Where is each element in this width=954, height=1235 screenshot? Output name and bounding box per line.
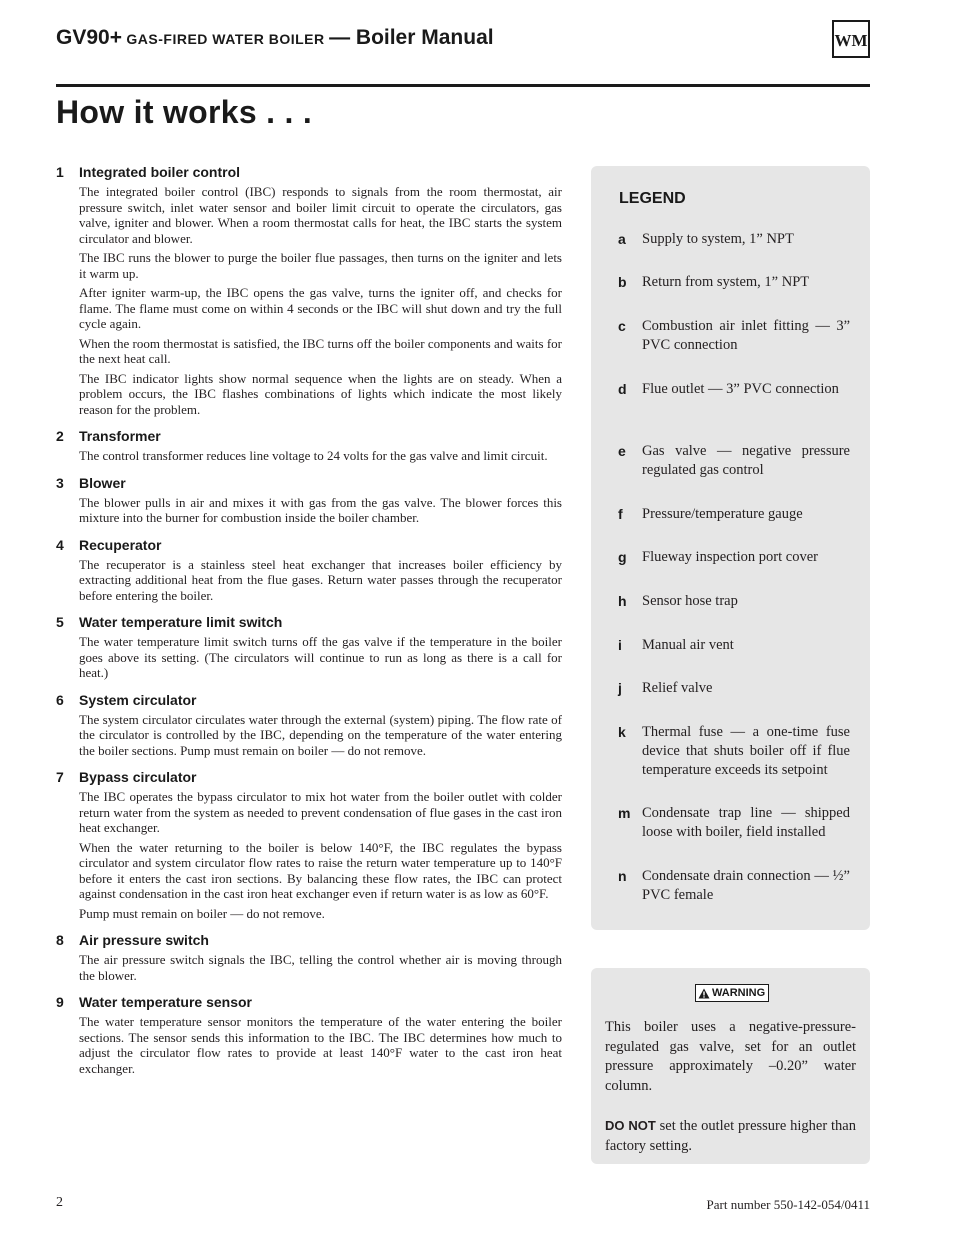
- legend-text: Condensate trap line — shipped loose with boiler, field installed: [642, 805, 850, 840]
- legend-item: [618, 442, 850, 480]
- legend-item: [618, 867, 850, 905]
- legend-text: Combustion air inlet fitting — 3” PVC connection: [642, 318, 850, 353]
- section-paragraph: The recuperator is a stainless steel heat exchanger that increases boiler efficiency by extracting additional heat from the flue gases. Return water passes through the recuperator before entering the boiler.: [79, 556, 562, 603]
- warning-box: [591, 968, 870, 1164]
- warning-badge-label: WARNING: [712, 987, 766, 999]
- section-number: 7: [56, 769, 64, 785]
- legend-title: LEGEND: [619, 190, 686, 207]
- legend-letter: a: [618, 231, 626, 247]
- warning-badge: [695, 984, 769, 1002]
- warning-triangle-icon: [698, 988, 710, 999]
- section-title: Blower: [79, 474, 126, 491]
- legend-letter: c: [618, 318, 626, 334]
- section: [56, 163, 562, 417]
- legend-item: [618, 317, 850, 355]
- section-paragraph: The system circulator circulates water through the external (system) piping. The flow rate of the circulator is controlled by the IBC, depending on the temperature of the water entering the boiler sections. Pump must remain on boiler — do not remove.: [79, 711, 562, 758]
- warning-text-do-not: [605, 1116, 856, 1156]
- legend-letter: j: [618, 680, 622, 696]
- legend-text: Thermal fuse — a one-time fuse device that shuts boiler off if flue temperature exceeds its setpoint: [642, 724, 850, 778]
- section-heading: [56, 427, 562, 445]
- legend-item: [618, 230, 850, 249]
- page-header: [56, 24, 870, 64]
- section-heading: [56, 536, 562, 554]
- section-heading: [56, 613, 562, 631]
- legend-text: Gas valve — negative pressure regulated gas control: [642, 443, 850, 478]
- legend-letter: i: [618, 637, 622, 653]
- legend-letter: d: [618, 381, 627, 397]
- legend-item: [618, 273, 850, 292]
- legend-item: [618, 380, 850, 399]
- legend-letter: h: [618, 593, 627, 609]
- section-title: Bypass circulator: [79, 769, 197, 785]
- legend-box: [591, 166, 870, 930]
- how-it-works-sections: [56, 163, 562, 1086]
- legend-item: [618, 723, 850, 780]
- legend-item: [618, 548, 850, 567]
- header-manual-label: — Boiler Manual: [329, 26, 494, 49]
- section: [56, 691, 562, 759]
- section-heading: [56, 691, 562, 709]
- legend-text: Supply to system, 1” NPT: [642, 231, 794, 247]
- section-number: 8: [56, 932, 64, 948]
- section-body: [79, 634, 562, 681]
- legend-letter: n: [618, 868, 627, 884]
- section-paragraph: The water temperature limit switch turns off the gas valve if the temperature in the boiler goes above its setting. (The circulators will continue to run as long as there is a call for heat.): [79, 634, 562, 680]
- legend-letter: m: [618, 805, 631, 821]
- section-paragraph: The blower pulls in air and mixes it with gas from the gas valve. The blower forces this mixture into the burner for combustion inside the boiler chamber.: [79, 494, 562, 525]
- logo-mark-icon: [834, 22, 868, 56]
- section-heading: [56, 993, 562, 1011]
- section-number: 2: [56, 428, 64, 444]
- section-heading: [56, 768, 562, 786]
- section-number: 3: [56, 474, 64, 491]
- section-paragraph: The air pressure switch signals the IBC, telling the control whether air is moving through the blower.: [79, 952, 562, 983]
- page-title: How it works . . .: [56, 94, 313, 130]
- legend-text: Pressure/temperature gauge: [642, 506, 803, 522]
- section-title: Transformer: [79, 428, 161, 444]
- section-title: Integrated boiler control: [79, 164, 241, 180]
- section: [56, 536, 562, 604]
- legend-text: Condensate drain connection — ½” PVC female: [642, 868, 850, 903]
- section: [56, 474, 562, 526]
- section-number: 9: [56, 994, 64, 1010]
- legend-letter: g: [618, 549, 627, 565]
- section-body: [79, 448, 562, 464]
- section: [56, 931, 562, 983]
- section-paragraph: When the room thermostat is satisfied, the IBC turns off the boiler components and waits for the next heat call.: [79, 335, 562, 366]
- legend-letter: b: [618, 274, 627, 290]
- section-body: [79, 495, 562, 526]
- section-body: [79, 712, 562, 759]
- section-body: [79, 952, 562, 983]
- warning-text: This boiler uses a negative-pressure-regulated gas valve, set for an outlet pressure approximately –0.20” water column.: [605, 1019, 856, 1094]
- section: [56, 993, 562, 1076]
- section-heading: [56, 163, 562, 181]
- section-paragraph: The control transformer reduces line voltage to 24 volts for the gas valve and limit circuit.: [79, 448, 548, 463]
- section-paragraph: When the water returning to the boiler is below 140°F, the IBC regulates the bypass circulator and system circulator flow rates to raise the return water temperature up to 140°F before it enters the cast iron sections. By balancing these flow rates, the IBC can protect against condensation in the cast iron heat exchanger even if return water is as low as 60°F.: [79, 839, 562, 901]
- section-paragraph: The IBC indicator lights show normal sequence when the lights are on steady. When a problem occurs, the IBC flashes combinations of lights which indicate the most likely reason for the problem.: [79, 370, 562, 417]
- section-number: 4: [56, 536, 64, 553]
- section-title: Water temperature limit switch: [79, 614, 283, 630]
- section-paragraph: The water temperature sensor monitors the temperature of the water entering the boiler sections. The sensor sends this information to the IBC. The IBC determines how much to adjust the circulator flow rates to provide at least 140°F water to the cast iron heat exchanger.: [79, 1014, 562, 1076]
- section-heading: [56, 474, 562, 492]
- legend-text: Manual air vent: [642, 637, 734, 653]
- legend-item: [618, 636, 850, 655]
- legend-letter: e: [618, 443, 626, 459]
- legend-item: [618, 804, 850, 842]
- do-not-label: DO NOT: [605, 1118, 656, 1133]
- header-title: [56, 26, 494, 50]
- section-body: [79, 557, 562, 604]
- section-heading: [56, 931, 562, 949]
- section-body: [79, 789, 562, 921]
- header-rule: [56, 84, 870, 87]
- section-number: 5: [56, 614, 64, 630]
- section-body: [79, 1014, 562, 1076]
- section-title: System circulator: [79, 691, 197, 708]
- legend-text: Return from system, 1” NPT: [642, 274, 810, 290]
- page-number: 2: [56, 1195, 63, 1210]
- section-paragraph: After igniter warm-up, the IBC opens the gas valve, turns the igniter off, and checks for flame. The flame must come on within 4 seconds or the IBC will shut down and try the full cycle again.: [79, 285, 562, 331]
- section-title: Air pressure switch: [79, 932, 209, 948]
- section-paragraph: Pump must remain on boiler — do not remove.: [79, 905, 325, 921]
- section-body: [79, 184, 562, 417]
- legend-text: Sensor hose trap: [642, 593, 738, 609]
- warning-text-rest: set the outlet pressure higher than factory setting.: [605, 1118, 856, 1154]
- svg-text:WM: WM: [834, 31, 868, 50]
- legend-letter: f: [618, 506, 623, 522]
- section-paragraph: The IBC operates the bypass circulator to mix hot water from the boiler outlet with colder return water from the system as needed to prevent condensation of flue gases in the cast iron heat exchanger.: [79, 789, 562, 835]
- part-number: Part number 550-142-054/0411: [706, 1197, 870, 1212]
- legend-text: Flueway inspection port cover: [642, 549, 818, 565]
- legend-text: Flue outlet — 3” PVC connection: [642, 381, 839, 397]
- section-title: Recuperator: [79, 536, 162, 553]
- section-number: 1: [56, 164, 64, 180]
- header-subtitle: GAS-FIRED WATER BOILER: [126, 31, 325, 47]
- section-title: Water temperature sensor: [79, 994, 252, 1010]
- header-model: GV90+: [56, 26, 122, 49]
- legend-item: [618, 592, 850, 611]
- section: [56, 768, 562, 921]
- legend-text: Relief valve: [642, 680, 713, 696]
- legend-item: [618, 679, 850, 698]
- legend-letter: k: [618, 724, 626, 740]
- section: [56, 427, 562, 464]
- section-number: 6: [56, 691, 64, 708]
- weil-mclain-logo: [832, 20, 870, 58]
- section: [56, 613, 562, 681]
- legend-item: [618, 505, 850, 524]
- section-paragraph: The integrated boiler control (IBC) responds to signals from the room thermostat, air pressure switch, inlet water sensor and boiler limit circuit to operate the circulators, gas valve, igniter and blower. When a room thermostat calls for heat, the IBC starts the system circulator and blower.: [79, 184, 562, 246]
- section-paragraph: The IBC runs the blower to purge the boiler flue passages, then turns on the igniter and lets it warm up.: [79, 250, 562, 281]
